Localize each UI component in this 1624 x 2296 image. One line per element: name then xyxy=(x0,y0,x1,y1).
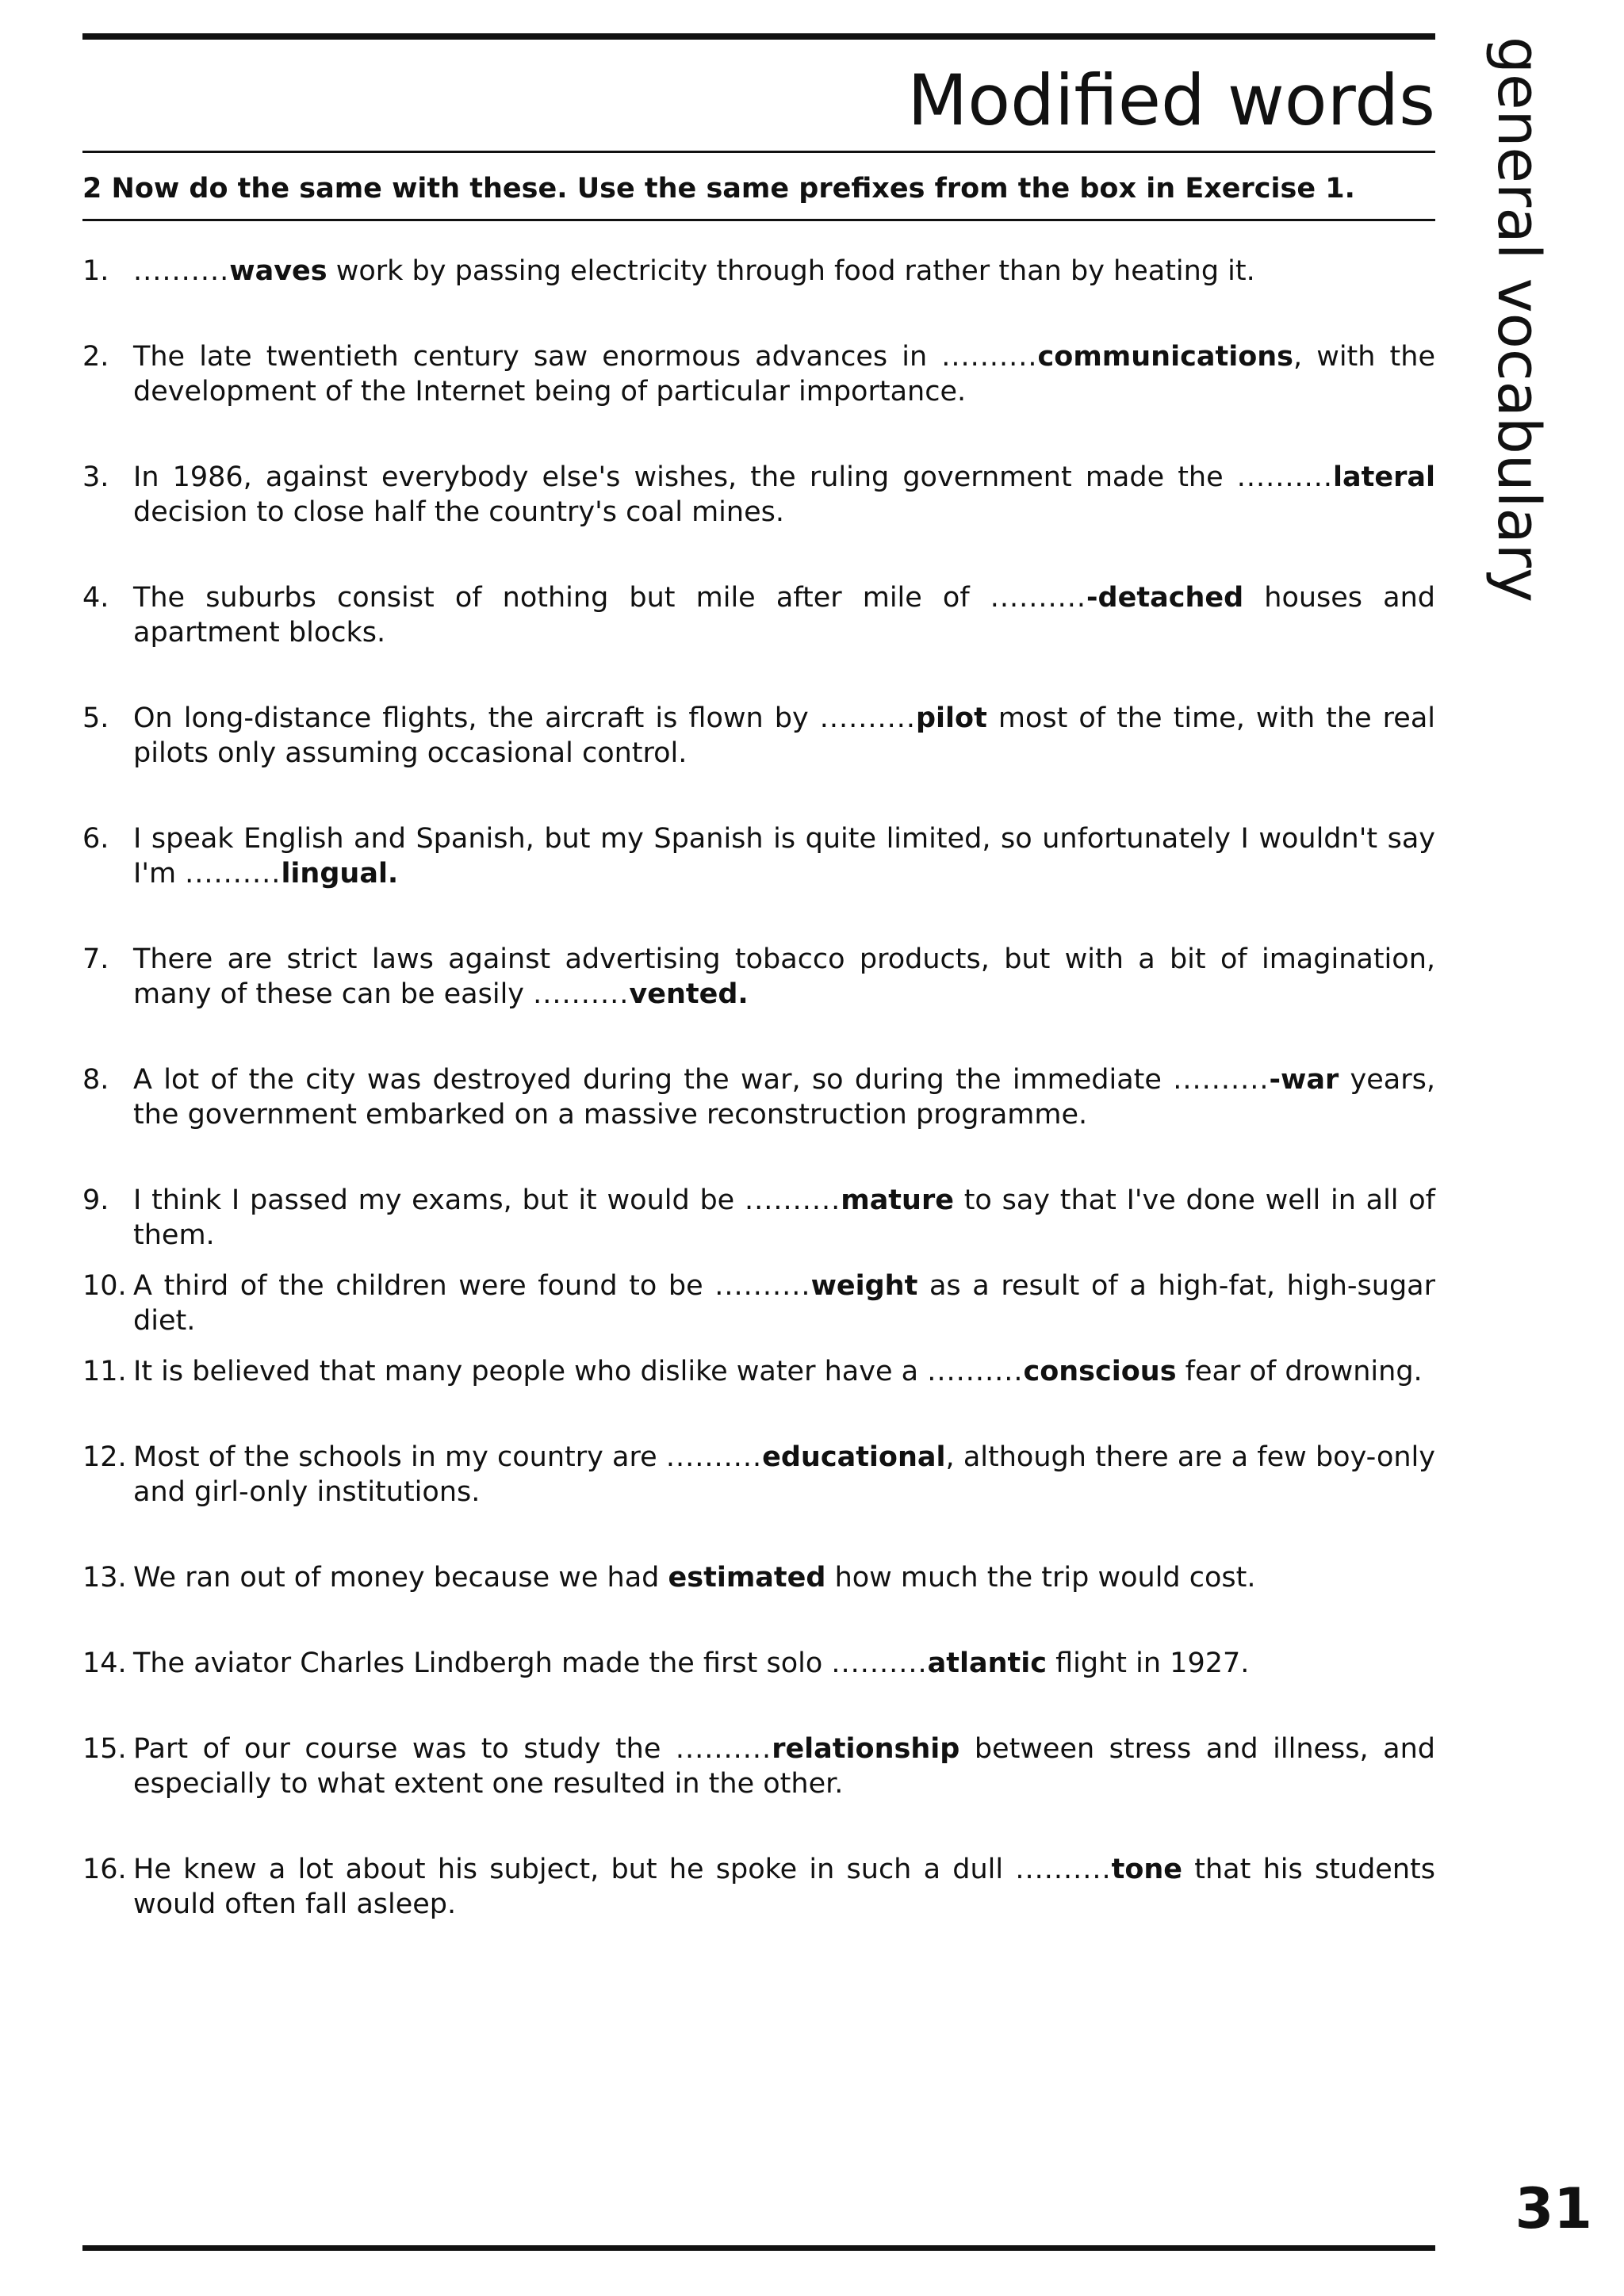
item-number: 14. xyxy=(82,1647,127,1679)
item-number: 3. xyxy=(82,461,109,493)
item-text xyxy=(133,460,1435,530)
item-number: 6. xyxy=(82,823,109,855)
page-number: 31 xyxy=(1515,2176,1592,2241)
item-text-before: The aviator Charles Lindbergh made the first solo xyxy=(133,1647,832,1679)
target-word: conscious xyxy=(1023,1356,1177,1387)
item-text xyxy=(133,1269,1435,1338)
item-number: 9. xyxy=(82,1184,109,1216)
target-word: atlantic xyxy=(927,1647,1047,1679)
exercise-item xyxy=(82,701,1435,771)
item-number: 7. xyxy=(82,943,109,975)
item-text-after: houses and apartment blocks. xyxy=(133,582,1435,649)
item-text-before: Most of the schools in my country are xyxy=(133,1441,666,1473)
target-word: -war xyxy=(1269,1064,1339,1096)
answer-gap: .......... xyxy=(185,858,282,890)
answer-gap: .......... xyxy=(927,1356,1024,1387)
answer-gap: .......... xyxy=(1236,461,1334,493)
item-number: 1. xyxy=(82,255,109,287)
answer-gap: .......... xyxy=(665,1441,763,1473)
exercise-item xyxy=(82,1732,1435,1801)
answer-gap: .......... xyxy=(744,1184,841,1216)
item-text-before: A lot of the city was destroyed during the war, so during the immediate xyxy=(133,1064,1174,1096)
exercise-item xyxy=(82,1269,1435,1338)
target-word: tone xyxy=(1111,1854,1183,1885)
target-word: -detached xyxy=(1086,582,1244,614)
exercise-item xyxy=(82,1354,1435,1389)
item-text-before: The late twentieth century saw enormous advances in xyxy=(133,341,942,373)
exercise-item xyxy=(82,254,1435,289)
item-text xyxy=(133,339,1435,409)
item-text xyxy=(133,821,1435,891)
item-text xyxy=(133,1732,1435,1801)
exercise-item xyxy=(82,1646,1435,1681)
exercise-item xyxy=(82,1440,1435,1510)
item-number: 4. xyxy=(82,582,109,614)
item-text-before: Part of our course was to study the xyxy=(133,1733,676,1765)
answer-gap: .......... xyxy=(990,582,1087,614)
target-word: relationship xyxy=(772,1733,960,1765)
item-text-after: that his students would often fall asleep. xyxy=(133,1854,1435,1920)
item-text-after: fear of drowning. xyxy=(1176,1356,1423,1387)
answer-gap: .......... xyxy=(133,255,230,287)
exercise-item xyxy=(82,942,1435,1012)
item-text-after: as a result of a high-fat, high-sugar diet. xyxy=(133,1270,1436,1337)
item-text xyxy=(133,1646,1435,1681)
item-text xyxy=(133,1560,1435,1595)
target-word: lingual. xyxy=(281,858,399,890)
page-title: Modified words xyxy=(907,59,1435,141)
exercise-item xyxy=(82,460,1435,530)
exercise-item xyxy=(82,1560,1435,1595)
exercise-item xyxy=(82,1183,1435,1253)
answer-gap: .......... xyxy=(1015,1854,1112,1885)
item-text-before: The suburbs consist of nothing but mile after mile of xyxy=(133,582,990,614)
item-text-after: years, the government embarked on a massive reconstruction programme. xyxy=(133,1064,1436,1131)
item-text xyxy=(133,1852,1435,1922)
item-number: 8. xyxy=(82,1064,109,1096)
item-number: 5. xyxy=(82,702,109,734)
item-text-before: He knew a lot about his subject, but he spoke in such a dull xyxy=(133,1854,1016,1885)
item-text-before: A third of the children were found to be xyxy=(133,1270,715,1302)
item-text xyxy=(133,942,1435,1012)
item-text-after: decision to close half the country's coal mines. xyxy=(133,496,784,528)
answer-gap: .......... xyxy=(819,702,916,734)
item-text-before: I think I passed my exams, but it would be xyxy=(133,1184,745,1216)
exercise-item xyxy=(82,821,1435,891)
exercise-item xyxy=(82,580,1435,650)
item-text xyxy=(133,1354,1435,1389)
item-text-after: how much the trip would cost. xyxy=(825,1562,1256,1594)
item-number: 15. xyxy=(82,1733,127,1765)
answer-gap: .......... xyxy=(941,341,1038,373)
target-word: pilot xyxy=(915,702,987,734)
section-side-tab: general vocabulary xyxy=(1484,36,1553,603)
item-text-after: , with the development of the Internet being of particular importance. xyxy=(133,341,1435,408)
item-text-after: work by passing electricity through food rather than by heating it. xyxy=(327,255,1255,287)
answer-gap: .......... xyxy=(675,1733,772,1765)
item-number: 2. xyxy=(82,341,109,373)
exercise-item xyxy=(82,1062,1435,1132)
item-number: 12. xyxy=(82,1441,127,1473)
target-word: vented. xyxy=(629,978,749,1010)
item-text xyxy=(133,254,1435,289)
item-number: 11. xyxy=(82,1356,127,1387)
target-word: weight xyxy=(810,1270,918,1302)
instruction-divider xyxy=(82,219,1435,221)
answer-gap: .......... xyxy=(831,1647,928,1679)
top-rule xyxy=(82,33,1435,40)
answer-gap: .......... xyxy=(1173,1064,1270,1096)
item-text xyxy=(133,1183,1435,1253)
target-word: lateral xyxy=(1333,461,1435,493)
bottom-rule xyxy=(82,2245,1435,2251)
target-word: educational xyxy=(762,1441,946,1473)
item-text-before: We ran out of money because we had xyxy=(133,1562,668,1594)
target-word: estimated xyxy=(668,1562,826,1594)
item-text-after: to say that I've done well in all of them. xyxy=(133,1184,1436,1251)
item-text-after: most of the time, with the real pilots only assuming occasional control. xyxy=(133,702,1435,769)
item-text xyxy=(133,701,1435,771)
target-word: waves xyxy=(229,255,327,287)
item-text xyxy=(133,580,1435,650)
item-text-before: It is believed that many people who dislike water have a xyxy=(133,1356,928,1387)
item-number: 13. xyxy=(82,1562,127,1594)
exercise-item xyxy=(82,1852,1435,1922)
title-divider xyxy=(82,151,1435,153)
target-word: communications xyxy=(1037,341,1293,373)
item-text-after: , although there are a few boy-only and girl-only institutions. xyxy=(133,1441,1435,1508)
item-number: 16. xyxy=(82,1854,127,1885)
item-text-before: There are strict laws against advertising tobacco products, but with a bit of imagination, many of these can be easily xyxy=(133,943,1435,1010)
target-word: mature xyxy=(841,1184,954,1216)
item-text xyxy=(133,1440,1435,1510)
exercise-instruction: 2 Now do the same with these. Use the same prefixes from the box in Exercise 1. xyxy=(82,173,1355,205)
item-text-after: between stress and illness, and especially to what extent one resulted in the other. xyxy=(133,1733,1435,1800)
item-text xyxy=(133,1062,1435,1132)
item-text-before: On long-distance flights, the aircraft is flown by xyxy=(133,702,820,734)
item-text-before: I speak English and Spanish, but my Spanish is quite limited, so unfortunately I wouldn't say I'm xyxy=(133,823,1435,890)
answer-gap: .......... xyxy=(714,1270,811,1302)
item-text-after: flight in 1927. xyxy=(1047,1647,1250,1679)
item-number: 10. xyxy=(82,1270,127,1302)
exercise-item xyxy=(82,339,1435,409)
answer-gap: .......... xyxy=(533,978,630,1010)
item-text-before: In 1986, against everybody else's wishes, the ruling government made the xyxy=(133,461,1237,493)
